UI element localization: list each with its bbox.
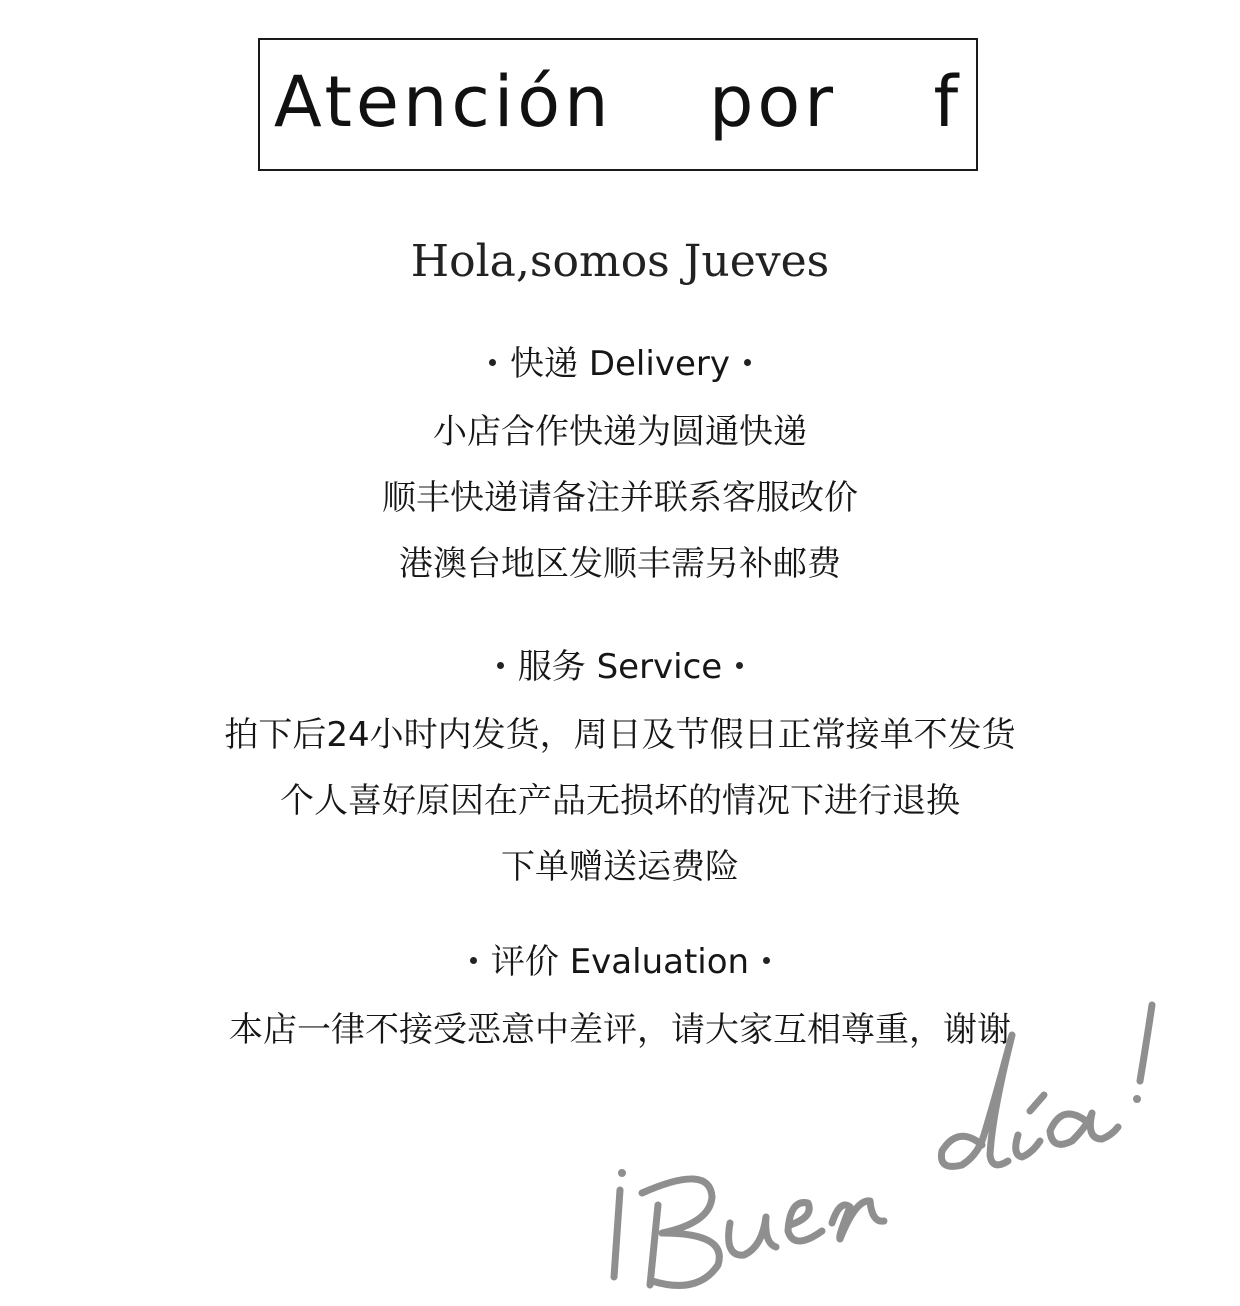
page-title: Atención por f (273, 60, 963, 143)
service-heading (0, 645, 1240, 689)
evaluation-heading-text: 评价 Evaluation (490, 942, 750, 982)
evaluation-line: 本店一律不接受恶意中差评，请大家互相尊重，谢谢 (229, 1010, 1011, 1050)
greeting-text: Hola,somos Jueves (410, 236, 830, 287)
service-line: 个人喜好原因在产品无损坏的情况下进行退换 (280, 781, 960, 821)
evaluation-heading (0, 940, 1240, 984)
bullet-dot-icon (736, 662, 743, 669)
title-box (258, 38, 978, 171)
bullet-dot-icon (744, 359, 751, 366)
bullet-dot-icon (763, 957, 770, 964)
bullet-dot-icon (489, 359, 496, 366)
buen-dia-signature (600, 985, 1200, 1305)
delivery-line: 小店合作快递为圆通快递 (433, 412, 807, 452)
service-heading-text: 服务 Service (517, 647, 723, 687)
delivery-line: 港澳台地区发顺丰需另补邮费 (399, 544, 841, 584)
service-line: 下单赠送运费险 (501, 847, 739, 887)
bullet-dot-icon (470, 957, 477, 964)
service-line: 拍下后24小时内发货，周日及节假日正常接单不发货 (224, 715, 1016, 755)
delivery-line: 顺丰快递请备注并联系客服改价 (382, 478, 858, 518)
delivery-heading (0, 342, 1240, 386)
bullet-dot-icon (497, 662, 504, 669)
delivery-heading-text: 快递 Delivery (510, 344, 730, 384)
